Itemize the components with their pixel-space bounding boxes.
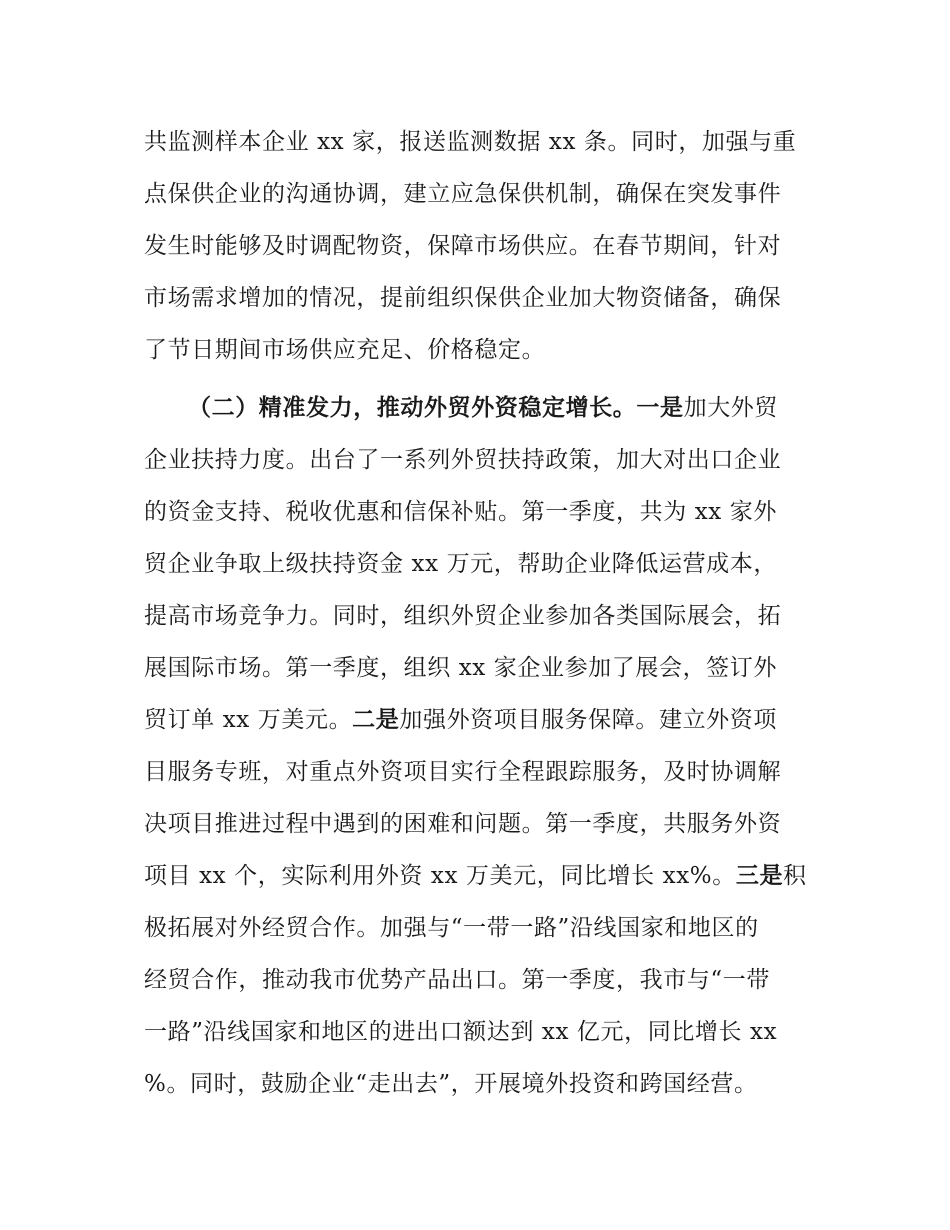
marker-second: 二是 [352,707,400,733]
paragraph-1-line-3: 发生时能够及时调配物资，保障市场供应。在春节期间，针对 [144,233,782,259]
paragraph-1-line-5: 了节日期间市场供应充足、价格稳定。 [144,337,546,363]
heading-continuation: 加大外贸 [683,395,779,421]
paragraph-2-line-8: 目服务专班，对重点外资项目实行全程跟踪服务，及时协调解 [144,759,782,785]
paragraph-2-line-14: %。同时，鼓励企业“走出去”，开展境外投资和跨国经营。 [144,1071,758,1097]
paragraph-2-line-4: 贸企业争取上级扶持资金 xx 万元，帮助企业降低运营成本， [144,551,777,577]
paragraph-2-line-13: 一路”沿线国家和地区的进出口额达到 xx 亿元，同比增长 xx [144,1019,778,1045]
paragraph-1-line-1: 共监测样本企业 xx 家，报送监测数据 xx 条。同时，加强与重 [144,129,797,155]
line-7-end: 加强外资项目服务保障。建立外资项 [399,707,777,733]
paragraph-1-line-2: 点保供企业的沟通协调，建立应急保供机制，确保在突发事件 [144,181,782,207]
paragraph-2-line-9: 决项目推进过程中遇到的困难和问题。第一季度，共服务外资 [144,811,782,837]
paragraph-2-line-10 [144,850,807,902]
paragraph-1-line-4: 市场需求增加的情况，提前组织保供企业加大物资储备，确保 [144,285,782,311]
paragraph-2-line-7 [144,694,777,746]
marker-third: 三是 [735,863,784,889]
line-10-end: 积 [783,863,807,889]
line-7-start: 贸订单 xx 万美元。 [144,707,353,733]
paragraph-2-line-2: 企业扶持力度。出台了一系列外贸扶持政策，加大对出口企业 [144,447,782,473]
paragraph-2-line-3: 的资金支持、税收优惠和信保补贴。第一季度，共为 xx 家外 [144,499,777,525]
paragraph-2-line-1 [188,382,778,434]
paragraph-2-line-5: 提高市场竞争力。同时，组织外贸企业参加各类国际展会，拓 [144,603,782,629]
paragraph-2-line-11: 极拓展对外经贸合作。加强与“一带一路”沿线国家和地区的 [144,915,759,941]
marker-first: 一是 [636,395,684,421]
section-heading: （二）精准发力，推动外贸外资稳定增长。 [188,395,637,421]
line-10-start: 项目 xx 个，实际利用外资 xx 万美元，同比增长 xx%。 [144,863,736,889]
paragraph-2-line-6: 展国际市场。第一季度，组织 xx 家企业参加了展会，签订外 [144,655,777,681]
paragraph-2-line-12: 经贸合作，推动我市优势产品出口。第一季度，我市与“一带 [144,967,770,993]
